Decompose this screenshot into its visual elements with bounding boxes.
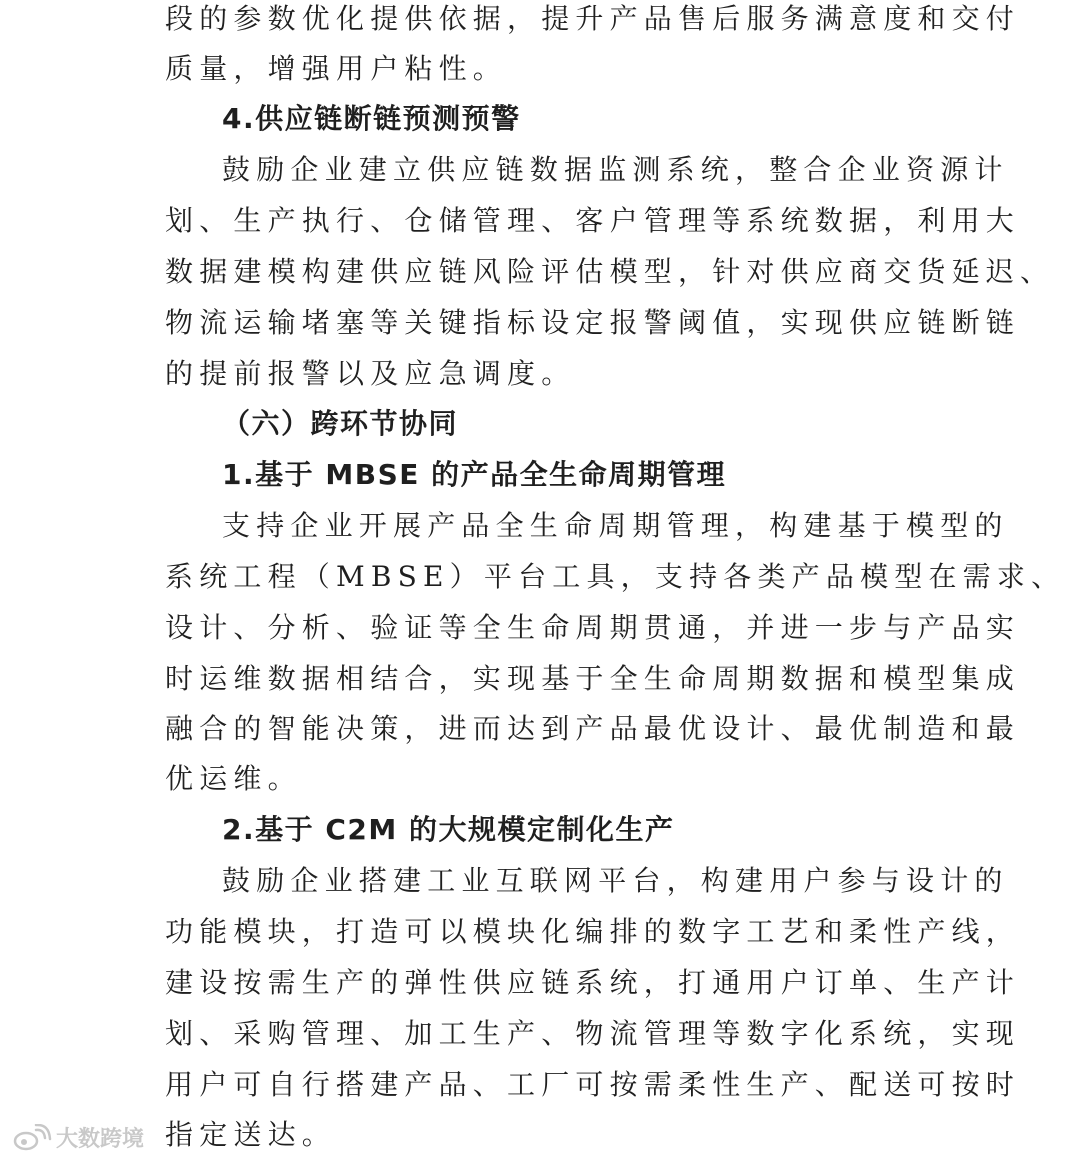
paragraph-line: 数据建模构建供应链风险评估模型，针对供应商交货延迟、 — [165, 255, 1055, 288]
section-heading: 1.基于 MBSE 的产品全生命周期管理 — [222, 458, 727, 491]
weibo-logo-icon — [12, 1124, 52, 1152]
paragraph-line: 指定送达。 — [165, 1118, 337, 1151]
paragraph-line: 设计、分析、验证等全生命周期贯通，并进一步与产品实 — [165, 611, 1021, 644]
watermark — [12, 1122, 144, 1153]
paragraph-line: 的提前报警以及应急调度。 — [165, 357, 576, 390]
paragraph-line: 优运维。 — [165, 762, 302, 795]
section-heading: 2.基于 C2M 的大规模定制化生产 — [222, 813, 675, 846]
paragraph-line: 建设按需生产的弹性供应链系统，打通用户订单、生产计 — [165, 966, 1021, 999]
paragraph-line: 质量，增强用户粘性。 — [165, 52, 508, 85]
paragraph-line: 时运维数据相结合，实现基于全生命周期数据和模型集成 — [165, 662, 1021, 695]
paragraph-line: 功能模块，打造可以模块化编排的数字工艺和柔性产线， — [165, 915, 1021, 948]
section-heading: 4.供应链断链预测预警 — [222, 102, 521, 135]
paragraph-line: 鼓励企业建立供应链数据监测系统，整合企业资源计 — [222, 153, 1009, 186]
paragraph-line: 划、生产执行、仓储管理、客户管理等系统数据，利用大 — [165, 204, 1021, 237]
watermark-text: 大数跨境 — [56, 1127, 145, 1152]
paragraph-line: 段的参数优化提供依据，提升产品售后服务满意度和交付 — [165, 2, 1021, 35]
paragraph-line: 鼓励企业搭建工业互联网平台，构建用户参与设计的 — [222, 864, 1009, 897]
paragraph-line: 系统工程（MBSE）平台工具，支持各类产品模型在需求、 — [165, 560, 1066, 593]
chapter-heading: （六）跨环节协同 — [222, 407, 459, 440]
paragraph-line: 划、采购管理、加工生产、物流管理等数字化系统，实现 — [165, 1017, 1021, 1050]
paragraph-line: 融合的智能决策，进而达到产品最优设计、最优制造和最 — [165, 712, 1021, 745]
paragraph-line: 用户可自行搭建产品、工厂可按需柔性生产、配送可按时 — [165, 1068, 1021, 1101]
paragraph-line: 物流运输堵塞等关键指标设定报警阈值，实现供应链断链 — [165, 306, 1021, 339]
paragraph-line: 支持企业开展产品全生命周期管理，构建基于模型的 — [222, 509, 1009, 542]
